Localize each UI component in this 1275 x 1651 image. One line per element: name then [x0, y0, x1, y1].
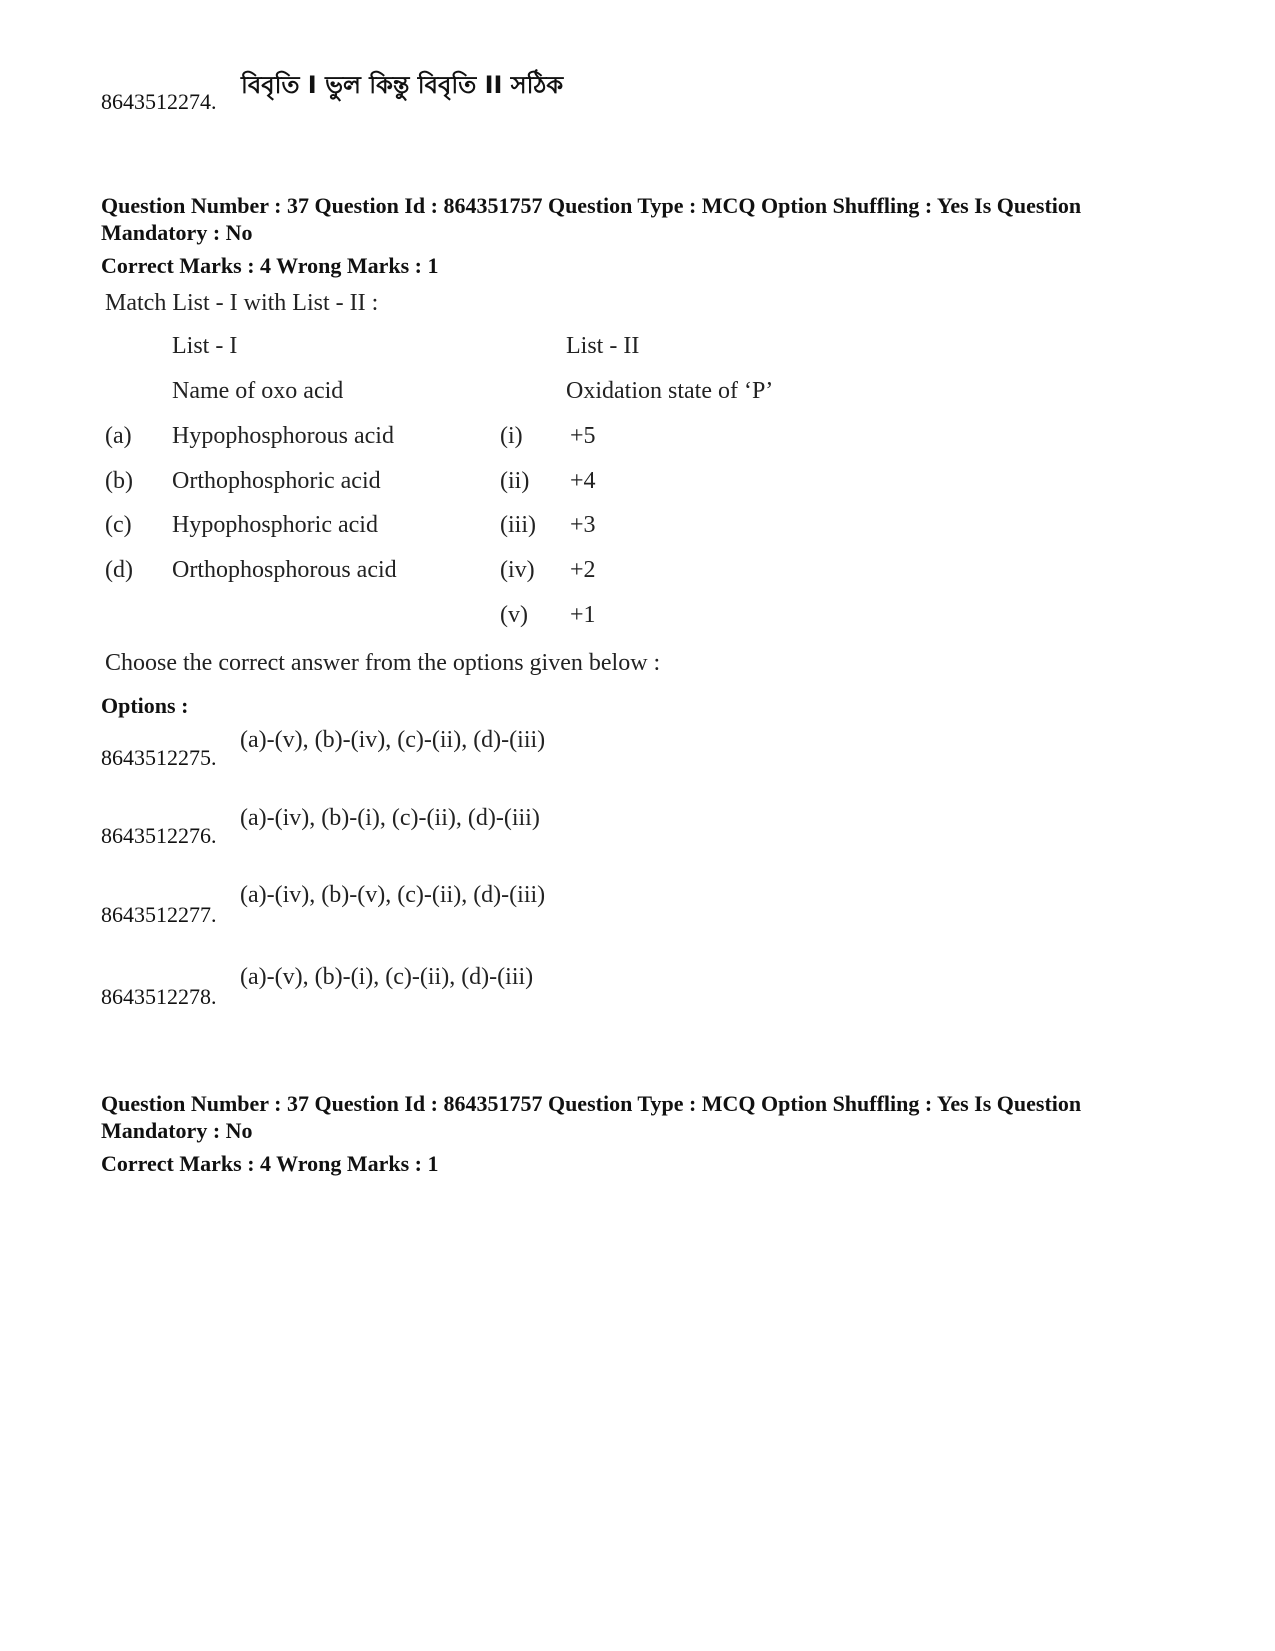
row-acid-name: Orthophosphorous acid: [172, 557, 397, 583]
option-number: 8643512278.: [101, 984, 217, 1009]
options-label: Options :: [101, 693, 189, 718]
option-text: (a)-(v), (b)-(iv), (c)-(ii), (d)-(iii): [240, 727, 546, 753]
row-label: (c): [105, 512, 132, 538]
option-number: 8643512275.: [101, 745, 217, 770]
list1-header: List - I: [172, 333, 238, 359]
row-oxidation-state: +4: [570, 468, 596, 494]
row-oxidation-state: +2: [570, 557, 596, 583]
option-text: বিবৃতি I ভুল কিন্তু বিবৃতি II সঠিক: [241, 71, 564, 99]
row-roman: (ii): [500, 468, 530, 494]
next-question-meta: [101, 1090, 1181, 1177]
option-text: (a)-(iv), (b)-(i), (c)-(ii), (d)-(iii): [240, 805, 540, 831]
question-marks-line: Correct Marks : 4 Wrong Marks : 1: [101, 1151, 439, 1176]
row-label: (a): [105, 423, 132, 449]
row-acid-name: Hypophosphoric acid: [172, 512, 378, 538]
row-roman: (v): [500, 602, 528, 628]
option-text: (a)-(v), (b)-(i), (c)-(ii), (d)-(iii): [240, 964, 534, 990]
row-acid-name: Orthophosphoric acid: [172, 468, 381, 494]
row-acid-name: Hypophosphorous acid: [172, 423, 394, 449]
option-number: 8643512274.: [101, 89, 217, 114]
row-roman: (i): [500, 423, 523, 449]
list2-header: List - II: [566, 333, 640, 359]
row-roman: (iv): [500, 557, 535, 583]
question-prompt: Choose the correct answer from the options given below :: [105, 650, 661, 676]
question-meta: [101, 192, 1181, 279]
list2-subheader: Oxidation state of ‘P’: [566, 378, 774, 404]
question-meta-line: Question Number : 37 Question Id : 864351757 Question Type : MCQ Option Shuffling : Yes Is Question Mandatory : No: [101, 1091, 1082, 1143]
question-intro: Match List - I with List - II :: [105, 290, 379, 316]
row-roman: (iii): [500, 512, 536, 538]
row-oxidation-state: +5: [570, 423, 596, 449]
option-number: 8643512276.: [101, 823, 217, 848]
question-meta-line: Question Number : 37 Question Id : 864351757 Question Type : MCQ Option Shuffling : Yes Is Question Mandatory : No: [101, 193, 1082, 245]
list1-subheader: Name of oxo acid: [172, 378, 344, 404]
option-number: 8643512277.: [101, 902, 217, 927]
row-oxidation-state: +3: [570, 512, 596, 538]
row-label: (b): [105, 468, 133, 494]
row-oxidation-state: +1: [570, 602, 596, 628]
question-marks-line: Correct Marks : 4 Wrong Marks : 1: [101, 253, 439, 278]
option-text: (a)-(iv), (b)-(v), (c)-(ii), (d)-(iii): [240, 882, 546, 908]
row-label: (d): [105, 557, 133, 583]
